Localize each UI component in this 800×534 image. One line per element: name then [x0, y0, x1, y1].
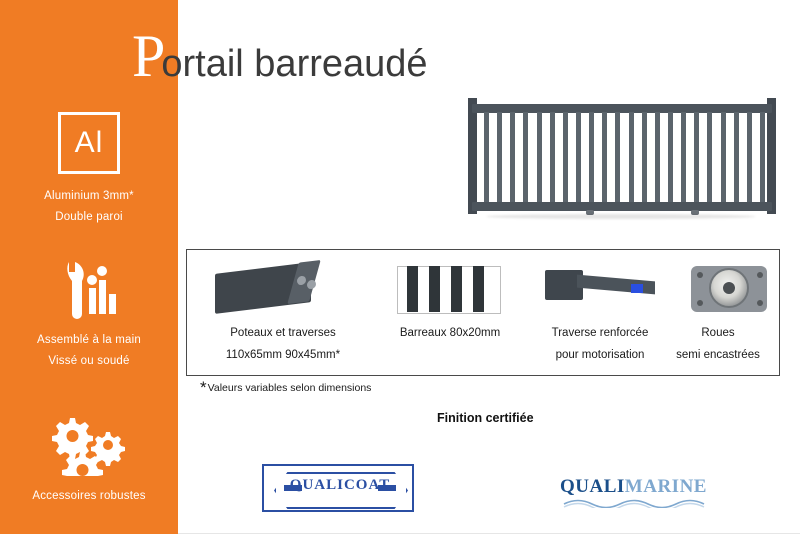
gate-bar	[642, 112, 647, 202]
wheel-icon	[661, 258, 775, 320]
gate-bar	[707, 112, 712, 202]
gate-bar	[497, 112, 502, 202]
qualimarine-logo-text	[560, 476, 707, 498]
aluminium-square-icon	[58, 112, 120, 174]
component-label-4a: Roues	[701, 327, 735, 339]
qualimarine-logo	[560, 470, 710, 506]
crossbeam-arm	[577, 275, 655, 295]
qualicoat-logo	[262, 464, 414, 512]
qualicoat-logo-text: QUALICOAT	[289, 477, 391, 493]
asterisk-note	[200, 378, 372, 397]
qualimarine-wave-icon	[562, 496, 708, 508]
gate-rail-top	[472, 104, 772, 113]
bar-1	[407, 266, 418, 312]
reinforced-crossbeam-icon	[527, 258, 673, 320]
gate-bar	[629, 112, 634, 202]
gate-bar	[747, 112, 752, 202]
gate-bar	[694, 112, 699, 202]
gate-bar	[721, 112, 726, 202]
gate-frame	[466, 98, 778, 222]
bars-icon	[377, 258, 523, 320]
profile-hole-2	[307, 279, 316, 289]
bar-4	[473, 266, 484, 312]
component-roues	[661, 250, 775, 375]
wheel-hub	[723, 282, 735, 294]
page-title	[132, 23, 428, 89]
page-title-initial: P	[132, 23, 166, 89]
page-title-rest: ortail barreaudé	[161, 43, 428, 85]
portail-barreaude-photo	[466, 98, 778, 222]
gate-bar	[602, 112, 607, 202]
asterisk-note-text: Valeurs variables selon dimensions	[207, 382, 372, 394]
gate-bar	[668, 112, 673, 202]
gate-bar	[510, 112, 515, 202]
component-label-1a: Poteaux et traverses	[230, 327, 336, 339]
wheel-bolt-4	[757, 300, 763, 306]
gate-bar	[655, 112, 660, 202]
sidebar-block-assembly	[0, 258, 178, 372]
component-traverse-renforcee	[527, 250, 673, 375]
component-label-3a: Traverse renforcée	[551, 327, 649, 339]
wheel-bolt-3	[757, 272, 763, 278]
component-label-2a: Barreaux 80x20mm	[399, 327, 501, 339]
crossbeam-indicator	[631, 284, 643, 293]
bar-2	[429, 266, 440, 312]
component-label-4b: semi encastrées	[676, 349, 760, 361]
gate-post-right	[767, 98, 776, 214]
gate-bar	[550, 112, 555, 202]
sidebar-label-aluminium-2: Double paroi	[55, 211, 123, 223]
gate-bar	[681, 112, 686, 202]
wheel-bolt-2	[697, 300, 703, 306]
gate-bar	[563, 112, 568, 202]
gate-bar	[576, 112, 581, 202]
qualimarine-text-light: MARINE	[624, 476, 707, 497]
gate-bar	[537, 112, 542, 202]
gate-bar	[484, 112, 489, 202]
sidebar-label-assembly-1: Assemblé à la main	[37, 334, 141, 346]
sidebar-label-accessories-1: Accessoires robustes	[32, 490, 146, 502]
wheel-bolt-1	[697, 272, 703, 278]
gate-rail-bottom	[472, 202, 772, 211]
gears-icon	[46, 414, 132, 476]
component-label-3b: pour motorisation	[555, 349, 645, 361]
aluminium-profile-icon	[193, 258, 373, 320]
aluminium-symbol-text: Al	[74, 126, 104, 159]
qualimarine-text-dark: QUALI	[560, 476, 625, 497]
gate-post-left	[468, 98, 477, 214]
gate-bar	[734, 112, 739, 202]
finition-certifiee-title: Finition certifiée	[437, 411, 534, 425]
sidebar-label-assembly-2: Vissé ou soudé	[48, 355, 130, 367]
bar-3	[451, 266, 462, 312]
wrench-tools-icon	[53, 258, 125, 320]
component-barreaux	[377, 250, 523, 375]
gate-bar	[615, 112, 620, 202]
sidebar-label-aluminium-1: Aluminium 3mm*	[44, 190, 134, 202]
components-box	[186, 249, 780, 376]
component-label-1b: 110x65mm 90x45mm*	[225, 349, 341, 361]
sidebar-block-accessories	[0, 414, 178, 507]
asterisk-symbol: *	[200, 378, 207, 397]
gate-bar	[589, 112, 594, 202]
sidebar-block-aluminium	[0, 112, 178, 228]
component-poteaux-et-traverses	[193, 250, 373, 375]
gate-bar	[523, 112, 528, 202]
gate-bar	[760, 112, 765, 202]
gate-shadow	[486, 214, 756, 219]
